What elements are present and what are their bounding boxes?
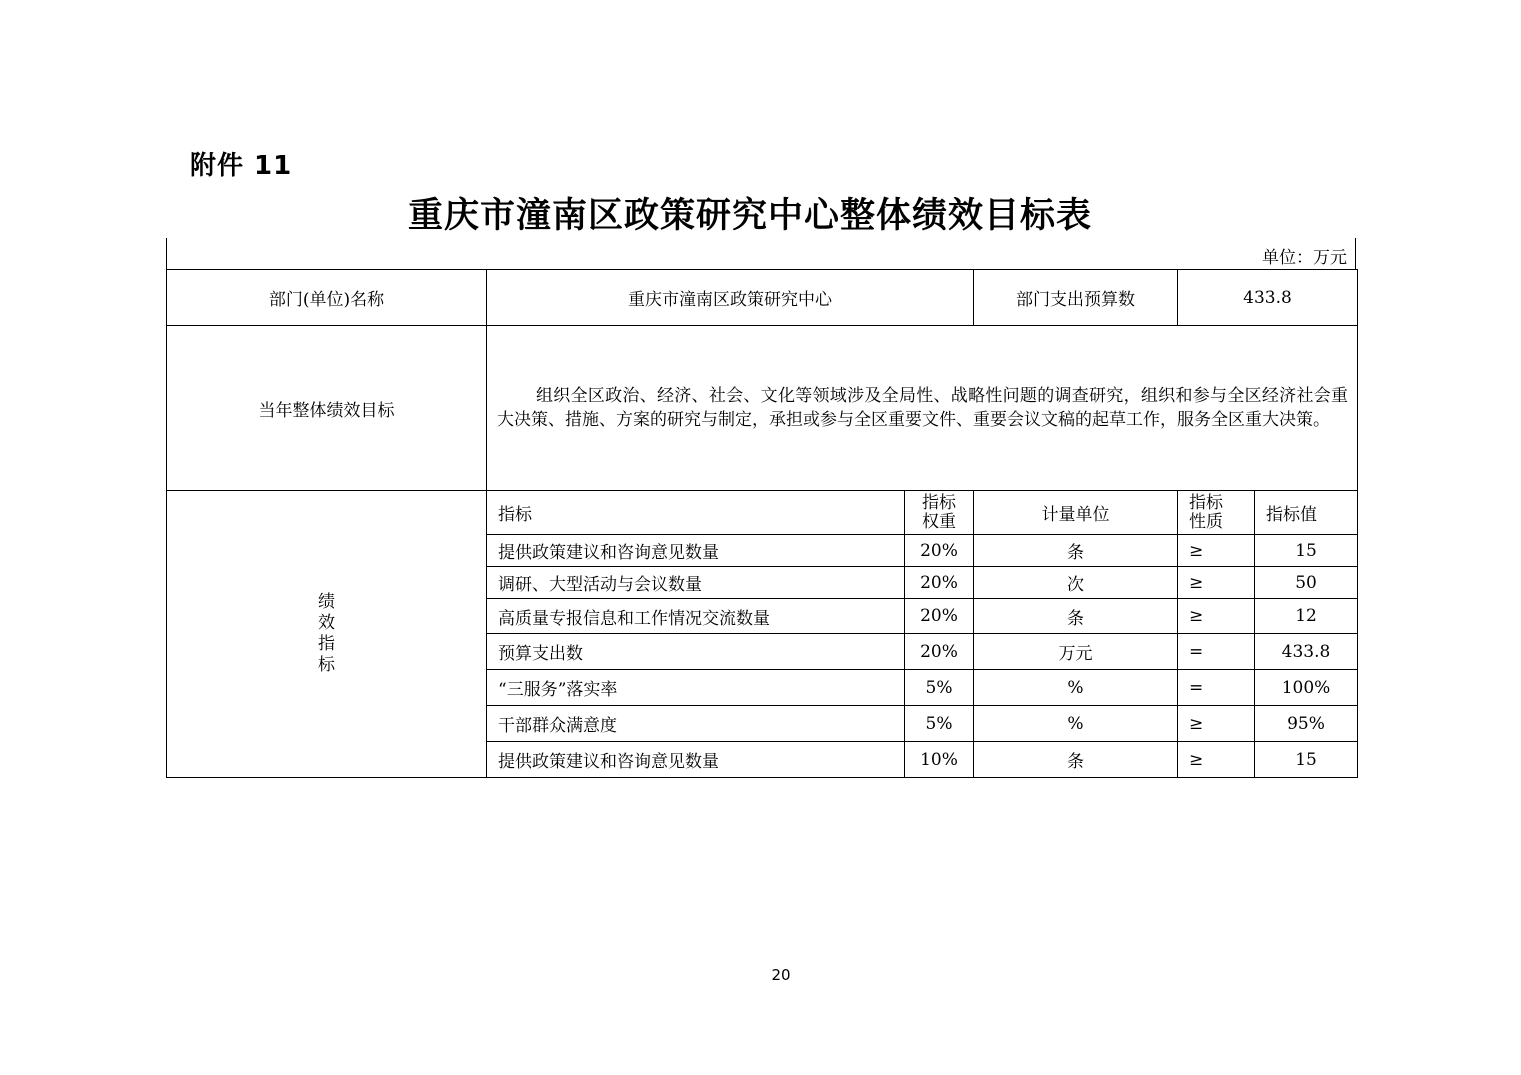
- header-nature-text: 指标性质: [1189, 492, 1223, 532]
- dept-row: [167, 270, 1358, 326]
- row-unit: %: [974, 706, 1178, 742]
- indicator-section-label: 绩效指标: [318, 592, 335, 675]
- row-weight: 20%: [905, 634, 974, 670]
- row-value: 15: [1255, 535, 1358, 567]
- table-top-right-border: [1355, 238, 1356, 270]
- performance-table: [166, 269, 1358, 778]
- row-value: 50: [1255, 567, 1358, 599]
- row-nature: =: [1178, 634, 1255, 670]
- row-nature: ≥: [1178, 535, 1255, 567]
- row-indicator: 高质量专报信息和工作情况交流数量: [487, 599, 905, 634]
- goal-text: 组织全区政治、经济、社会、文化等领域涉及全局性、战略性问题的调查研究，组织和参与全区经济社会重大决策、措施、方案的研究与制定，承担或参与全区重要文件、重要会议文稿的起草工作，服务全区重大决策。: [497, 386, 1349, 430]
- row-weight: 10%: [905, 742, 974, 778]
- row-nature: ≥: [1178, 567, 1255, 599]
- header-weight-text: 指标权重: [922, 492, 956, 532]
- row-value: 15: [1255, 742, 1358, 778]
- row-indicator: 提供政策建议和咨询意见数量: [487, 535, 905, 567]
- goal-text-cell: [487, 326, 1358, 491]
- header-nature: [1178, 491, 1255, 535]
- row-weight: 20%: [905, 599, 974, 634]
- row-value: 12: [1255, 599, 1358, 634]
- row-weight: 20%: [905, 535, 974, 567]
- page-number: 20: [771, 966, 791, 984]
- goal-label: 当年整体绩效目标: [167, 326, 487, 491]
- row-nature: ≥: [1178, 742, 1255, 778]
- row-unit: 条: [974, 742, 1178, 778]
- goal-row: [167, 326, 1358, 491]
- dept-name-value: 重庆市潼南区政策研究中心: [487, 270, 974, 326]
- dept-name-label: 部门(单位)名称: [167, 270, 487, 326]
- header-weight: [905, 491, 974, 535]
- row-unit: 万元: [974, 634, 1178, 670]
- row-weight: 20%: [905, 567, 974, 599]
- indicator-header-row: [167, 491, 1358, 535]
- budget-label: 部门支出预算数: [974, 270, 1178, 326]
- header-indicator: 指标: [487, 491, 905, 535]
- unit-note: 单位：万元: [1262, 248, 1347, 268]
- row-value: 95%: [1255, 706, 1358, 742]
- row-nature: =: [1178, 670, 1255, 706]
- row-indicator: 干部群众满意度: [487, 706, 905, 742]
- row-unit: 条: [974, 535, 1178, 567]
- attachment-label: 附件 11: [190, 151, 293, 181]
- row-unit: 次: [974, 567, 1178, 599]
- row-weight: 5%: [905, 706, 974, 742]
- row-indicator: “三服务”落实率: [487, 670, 905, 706]
- budget-value: 433.8: [1178, 270, 1358, 326]
- table-top-left-border: [166, 238, 167, 270]
- row-indicator: 调研、大型活动与会议数量: [487, 567, 905, 599]
- row-value: 433.8: [1255, 634, 1358, 670]
- indicator-section-label-cell: [167, 491, 487, 778]
- row-nature: ≥: [1178, 706, 1255, 742]
- row-weight: 5%: [905, 670, 974, 706]
- header-unit: 计量单位: [974, 491, 1178, 535]
- row-indicator: 预算支出数: [487, 634, 905, 670]
- page-title: 重庆市潼南区政策研究中心整体绩效目标表: [407, 195, 1092, 236]
- row-unit: %: [974, 670, 1178, 706]
- row-value: 100%: [1255, 670, 1358, 706]
- row-indicator: 提供政策建议和咨询意见数量: [487, 742, 905, 778]
- header-value: 指标值: [1255, 491, 1358, 535]
- row-unit: 条: [974, 599, 1178, 634]
- row-nature: ≥: [1178, 599, 1255, 634]
